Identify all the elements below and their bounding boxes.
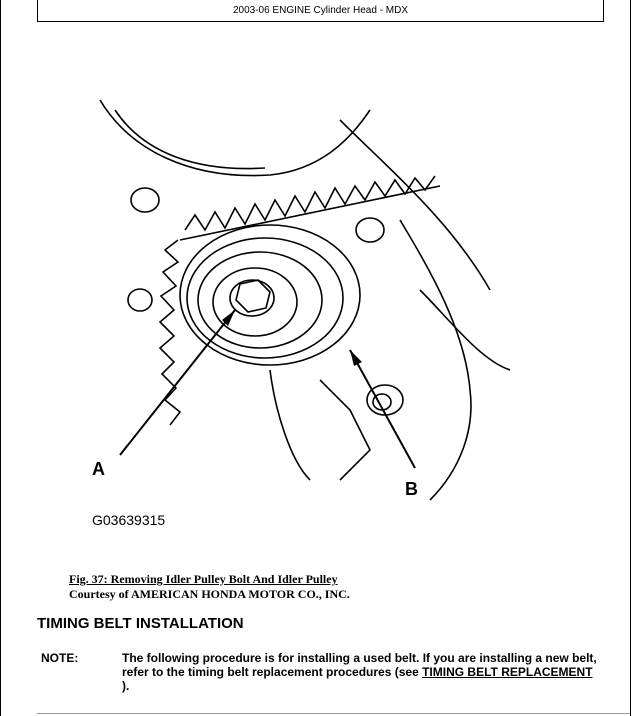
left-border: [0, 0, 1, 716]
tensioner-line: [270, 370, 310, 480]
idler-pulley-diagram: [70, 90, 540, 550]
caption-courtesy: Courtesy of AMERICAN HONDA MOTOR CO., INC.: [69, 587, 350, 601]
casting-line-1: [340, 120, 490, 290]
figure-caption: [69, 572, 589, 602]
header-title: 2003-06 ENGINE Cylinder Head - MDX: [232, 5, 409, 16]
upper-pulley-inner-arc: [115, 110, 265, 169]
section-heading: TIMING BELT INSTALLATION: [37, 615, 244, 632]
caption-title: Fig. 37: Removing Idler Pulley Bolt And Idler Pulley: [69, 572, 338, 586]
note-label: NOTE:: [41, 651, 79, 665]
bolt-upper-left: [131, 188, 159, 212]
bottom-divider: [37, 713, 630, 714]
page-header: [37, 0, 604, 22]
leader-line-b: [350, 350, 415, 468]
idler-bolt-head: [236, 280, 270, 312]
left-belt-teeth: [160, 240, 180, 425]
leader-arrow-b: [350, 350, 362, 366]
right-border: [630, 0, 631, 716]
leader-line-a: [120, 310, 235, 455]
idler-pulley-hub: [213, 268, 297, 336]
bolt-right: [356, 218, 384, 242]
note-text-after: ).: [122, 679, 130, 693]
casting-line-2: [400, 220, 471, 500]
callout-b: B: [405, 479, 418, 499]
figure-illustration: [70, 90, 540, 550]
timing-belt-replacement-link[interactable]: TIMING BELT REPLACEMENT: [422, 665, 593, 679]
callout-a: A: [92, 459, 105, 479]
note-text: [122, 651, 602, 693]
bracket-line: [320, 380, 370, 480]
image-code: G03639315: [92, 512, 166, 528]
note-text-before: The following procedure is for installing a used belt. If you are installing a new belt, refer to the timing belt replacement procedures (see: [122, 651, 597, 679]
timing-belt-teeth: [185, 176, 435, 230]
bolt-left: [128, 289, 152, 311]
